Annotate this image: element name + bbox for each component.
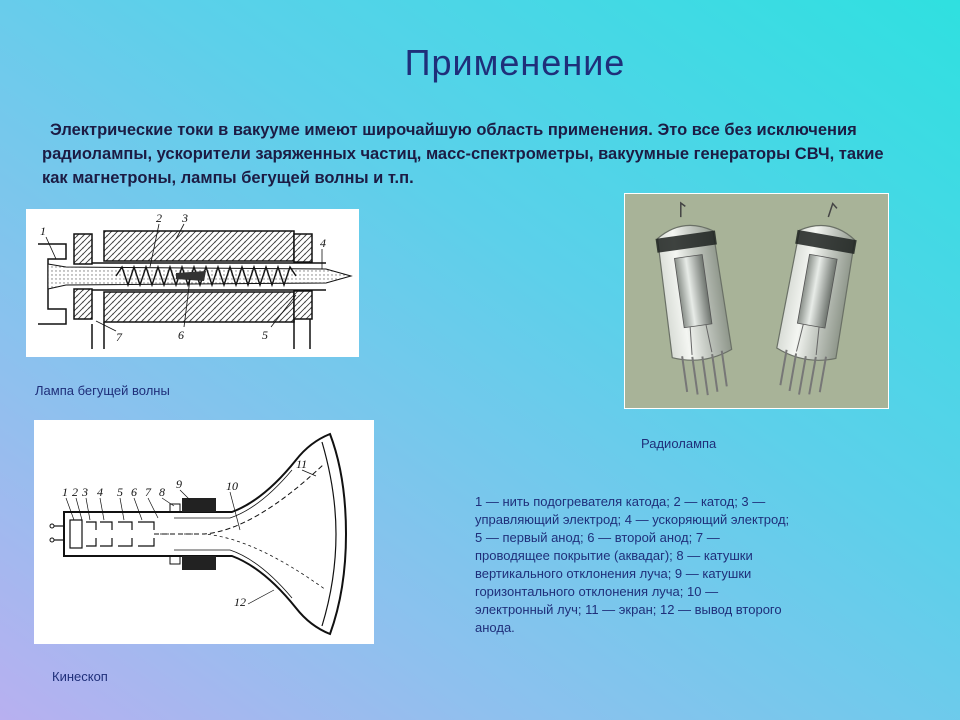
crt-label-8: 8 (159, 485, 165, 499)
crt-label-1: 1 (62, 485, 68, 499)
crt-drawing (34, 420, 374, 644)
crt-label-9: 9 (176, 477, 182, 491)
twt-caption: Лампа бегущей волны (35, 383, 170, 398)
crt-label-12: 12 (234, 595, 246, 609)
crt-label-11: 11 (296, 457, 308, 471)
crt-label-4: 4 (97, 485, 103, 499)
twt-drawing (26, 209, 359, 357)
crt-label-7: 7 (145, 485, 151, 499)
twt-label-3: 3 (182, 211, 188, 225)
twt-label-4: 4 (320, 236, 326, 250)
crt-caption: Кинескоп (52, 669, 108, 684)
slide-title: Применение (404, 42, 626, 83)
crt-label-5: 5 (117, 485, 123, 499)
crt-label-6: 6 (131, 485, 137, 499)
crt-legend: 1 — нить подогревателя катода; 2 — катод; 3 — управляющий электрод; 4 — ускоряющий электрод; 5 — первый анод; 6 — второй анод; 7 — проводящее покрытие (аквадаг); 8 — катушки вертикального отклонения луча; 9 — катушки горизонтального отклонения луча; 10 — электронный луч; 11 — экран; 12 — вывод второго анода. (475, 494, 790, 635)
radio-tube-photo (624, 193, 889, 409)
crt-diagram (34, 420, 374, 644)
radio-tube-drawing (625, 194, 888, 408)
crt-label-3: 3 (82, 485, 88, 499)
twt-label-7: 7 (116, 330, 122, 344)
twt-label-5: 5 (262, 328, 268, 342)
intro-paragraph: Электрические токи в вакууме имеют широчайшую область применения. Это все без исключения радиолампы, ускорители заряженных частиц, масс-спектрометры, вакуумные генераторы СВЧ, такие как магнетроны, лампы бегущей волны и т.п. (42, 121, 884, 187)
crt-label-2: 2 (72, 485, 78, 499)
twt-label-6: 6 (178, 328, 184, 342)
radio-tube-caption: Радиолампа (641, 436, 717, 451)
twt-diagram (26, 209, 359, 357)
crt-label-10: 10 (226, 479, 238, 493)
twt-label-2: 2 (156, 211, 162, 225)
twt-label-1: 1 (40, 224, 46, 238)
